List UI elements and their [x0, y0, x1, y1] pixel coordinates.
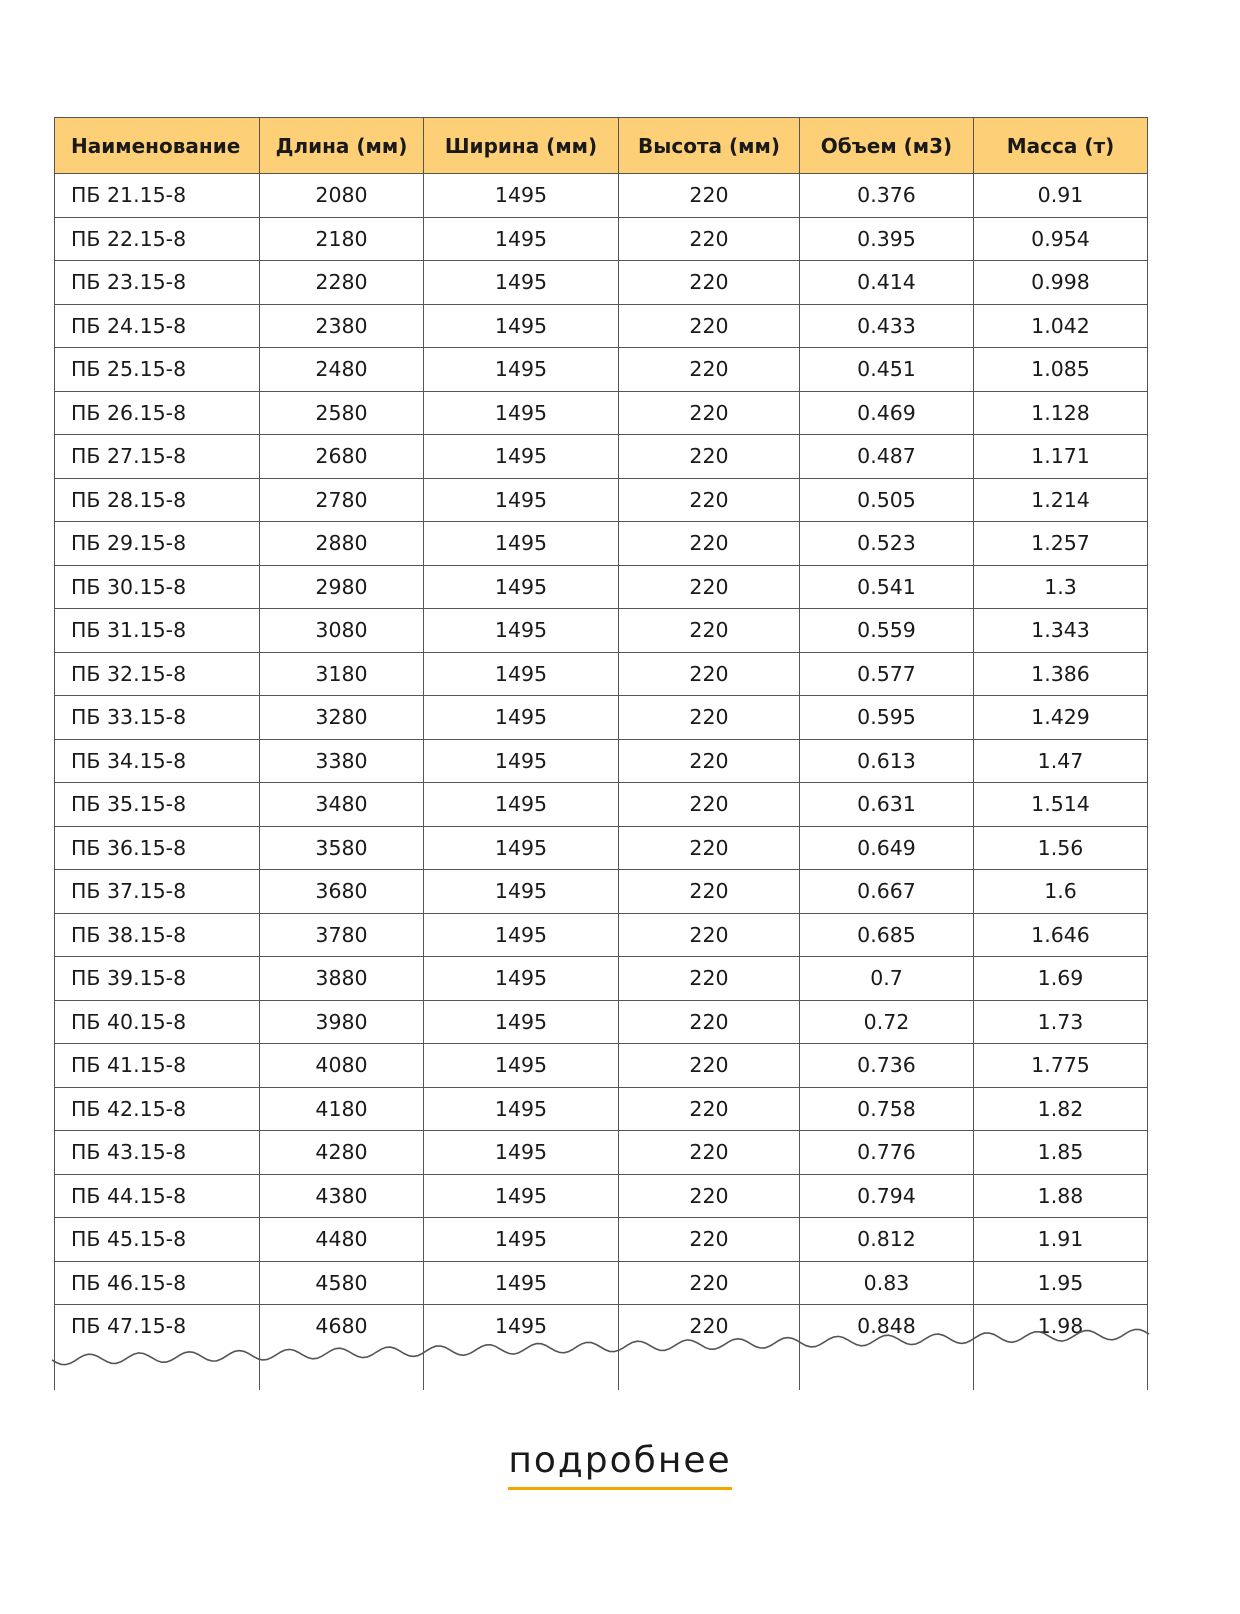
cell-mass: 1.73: [974, 1000, 1148, 1044]
cell-length: 3580: [260, 826, 424, 870]
cell-volume: 0.776: [800, 1131, 974, 1175]
cell-volume: 0.487: [800, 435, 974, 479]
cell-height: 220: [619, 1000, 800, 1044]
cell-name: ПБ 36.15-8: [55, 826, 260, 870]
more-details-link[interactable]: подробнее: [508, 1440, 731, 1490]
cell-volume: 0.541: [800, 565, 974, 609]
cell-volume: 0.685: [800, 913, 974, 957]
cell-name: ПБ 29.15-8: [55, 522, 260, 566]
cell-width: 1495: [424, 304, 619, 348]
cell-width: 1495: [424, 1044, 619, 1088]
cell-volume: 0.812: [800, 1218, 974, 1262]
cell-width: 1495: [424, 913, 619, 957]
cell-volume: 0.7: [800, 957, 974, 1001]
cell-length: 2680: [260, 435, 424, 479]
cell-mass: 1.88: [974, 1174, 1148, 1218]
cell-mass: 1.82: [974, 1087, 1148, 1131]
table-row: [55, 217, 1148, 261]
cell-volume: 0.649: [800, 826, 974, 870]
cell-width: 1495: [424, 565, 619, 609]
table-row: [55, 696, 1148, 740]
table-row: [55, 435, 1148, 479]
table-row: [55, 913, 1148, 957]
cell-mass: 1.429: [974, 696, 1148, 740]
cell-volume: 0.848: [800, 1305, 974, 1390]
cell-height: 220: [619, 1131, 800, 1175]
cell-name: ПБ 45.15-8: [55, 1218, 260, 1262]
cell-name: ПБ 47.15-8: [55, 1305, 260, 1390]
table-row: [55, 1131, 1148, 1175]
table-row: [55, 1218, 1148, 1262]
cell-volume: 0.72: [800, 1000, 974, 1044]
cell-name: ПБ 32.15-8: [55, 652, 260, 696]
cell-name: ПБ 44.15-8: [55, 1174, 260, 1218]
cell-name: ПБ 41.15-8: [55, 1044, 260, 1088]
table-row: [55, 1174, 1148, 1218]
cell-width: 1495: [424, 217, 619, 261]
spec-table: [54, 117, 1148, 1390]
cell-height: 220: [619, 261, 800, 305]
cell-height: 220: [619, 174, 800, 218]
cell-volume: 0.667: [800, 870, 974, 914]
cell-length: 2180: [260, 217, 424, 261]
cell-height: 220: [619, 739, 800, 783]
cell-width: 1495: [424, 391, 619, 435]
table-row: [55, 304, 1148, 348]
cell-height: 220: [619, 217, 800, 261]
cell-mass: 1.128: [974, 391, 1148, 435]
cell-mass: 1.98: [974, 1305, 1148, 1390]
cell-mass: 1.386: [974, 652, 1148, 696]
table-row: [55, 1261, 1148, 1305]
cell-mass: 1.6: [974, 870, 1148, 914]
cell-name: ПБ 46.15-8: [55, 1261, 260, 1305]
header-mass: Масса (т): [974, 118, 1148, 174]
cell-height: 220: [619, 1174, 800, 1218]
cell-height: 220: [619, 304, 800, 348]
cell-volume: 0.469: [800, 391, 974, 435]
cell-height: 220: [619, 652, 800, 696]
cell-height: 220: [619, 1305, 800, 1390]
cell-mass: 0.91: [974, 174, 1148, 218]
table-row: [55, 174, 1148, 218]
table-row: [55, 1044, 1148, 1088]
cell-length: 2080: [260, 174, 424, 218]
cell-volume: 0.451: [800, 348, 974, 392]
cell-length: 3780: [260, 913, 424, 957]
cell-volume: 0.433: [800, 304, 974, 348]
cell-width: 1495: [424, 870, 619, 914]
cell-name: ПБ 22.15-8: [55, 217, 260, 261]
cell-volume: 0.631: [800, 783, 974, 827]
cell-name: ПБ 31.15-8: [55, 609, 260, 653]
cell-mass: 0.954: [974, 217, 1148, 261]
cell-length: 4480: [260, 1218, 424, 1262]
cell-name: ПБ 28.15-8: [55, 478, 260, 522]
header-name: Наименование: [55, 118, 260, 174]
header-volume: Объем (м3): [800, 118, 974, 174]
cell-volume: 0.613: [800, 739, 974, 783]
table-row: [55, 1087, 1148, 1131]
cell-width: 1495: [424, 1305, 619, 1390]
cell-mass: 1.646: [974, 913, 1148, 957]
cell-mass: 1.042: [974, 304, 1148, 348]
cell-height: 220: [619, 1261, 800, 1305]
cell-height: 220: [619, 391, 800, 435]
cell-width: 1495: [424, 1174, 619, 1218]
cell-name: ПБ 39.15-8: [55, 957, 260, 1001]
cell-mass: 1.95: [974, 1261, 1148, 1305]
cell-length: 3180: [260, 652, 424, 696]
table-row: [55, 652, 1148, 696]
table-row: [55, 739, 1148, 783]
cell-length: 2480: [260, 348, 424, 392]
cell-name: ПБ 43.15-8: [55, 1131, 260, 1175]
cell-width: 1495: [424, 1261, 619, 1305]
cell-length: 4180: [260, 1087, 424, 1131]
cell-volume: 0.758: [800, 1087, 974, 1131]
cell-length: 4580: [260, 1261, 424, 1305]
header-height: Высота (мм): [619, 118, 800, 174]
cell-name: ПБ 33.15-8: [55, 696, 260, 740]
cell-volume: 0.595: [800, 696, 974, 740]
cell-volume: 0.83: [800, 1261, 974, 1305]
cell-width: 1495: [424, 957, 619, 1001]
cell-name: ПБ 24.15-8: [55, 304, 260, 348]
cell-volume: 0.559: [800, 609, 974, 653]
cell-length: 2780: [260, 478, 424, 522]
cell-mass: 1.69: [974, 957, 1148, 1001]
cell-mass: 1.85: [974, 1131, 1148, 1175]
table-header-row: [55, 118, 1148, 174]
cell-mass: 1.214: [974, 478, 1148, 522]
cell-height: 220: [619, 565, 800, 609]
cell-height: 220: [619, 609, 800, 653]
cell-width: 1495: [424, 739, 619, 783]
table-row: [55, 826, 1148, 870]
cell-length: 3280: [260, 696, 424, 740]
cell-volume: 0.505: [800, 478, 974, 522]
cell-name: ПБ 30.15-8: [55, 565, 260, 609]
cell-width: 1495: [424, 478, 619, 522]
table-row: [55, 391, 1148, 435]
cell-height: 220: [619, 826, 800, 870]
cell-mass: 1.56: [974, 826, 1148, 870]
more-link-container: [0, 1440, 1240, 1490]
cell-name: ПБ 40.15-8: [55, 1000, 260, 1044]
table-row: [55, 478, 1148, 522]
cell-volume: 0.395: [800, 217, 974, 261]
cell-length: 3380: [260, 739, 424, 783]
cell-name: ПБ 35.15-8: [55, 783, 260, 827]
cell-volume: 0.794: [800, 1174, 974, 1218]
cell-mass: 1.514: [974, 783, 1148, 827]
table-row: [55, 261, 1148, 305]
cell-width: 1495: [424, 783, 619, 827]
cell-length: 3080: [260, 609, 424, 653]
table-row: [55, 870, 1148, 914]
cell-height: 220: [619, 1218, 800, 1262]
cell-length: 3880: [260, 957, 424, 1001]
cell-height: 220: [619, 696, 800, 740]
table-row: [55, 609, 1148, 653]
cell-mass: 1.257: [974, 522, 1148, 566]
header-width: Ширина (мм): [424, 118, 619, 174]
cell-mass: 1.47: [974, 739, 1148, 783]
spec-table-container: [54, 117, 1147, 1390]
cell-width: 1495: [424, 1000, 619, 1044]
cell-length: 2580: [260, 391, 424, 435]
cell-length: 2880: [260, 522, 424, 566]
cell-width: 1495: [424, 522, 619, 566]
table-row: [55, 522, 1148, 566]
cell-width: 1495: [424, 435, 619, 479]
cell-height: 220: [619, 478, 800, 522]
cell-width: 1495: [424, 1131, 619, 1175]
cell-height: 220: [619, 870, 800, 914]
torn-edge-wave: [52, 1330, 1149, 1374]
cell-width: 1495: [424, 696, 619, 740]
cell-width: 1495: [424, 1218, 619, 1262]
table-row: [55, 783, 1148, 827]
cell-volume: 0.736: [800, 1044, 974, 1088]
cell-name: ПБ 21.15-8: [55, 174, 260, 218]
cell-length: 3680: [260, 870, 424, 914]
cell-mass: 1.3: [974, 565, 1148, 609]
table-row: [55, 348, 1148, 392]
table-row: [55, 957, 1148, 1001]
cell-mass: 1.171: [974, 435, 1148, 479]
cell-length: 4080: [260, 1044, 424, 1088]
cell-height: 220: [619, 348, 800, 392]
cell-height: 220: [619, 522, 800, 566]
cell-mass: 1.085: [974, 348, 1148, 392]
cell-name: ПБ 23.15-8: [55, 261, 260, 305]
cell-name: ПБ 27.15-8: [55, 435, 260, 479]
cell-name: ПБ 25.15-8: [55, 348, 260, 392]
cell-length: 2280: [260, 261, 424, 305]
cell-width: 1495: [424, 174, 619, 218]
header-length: Длина (мм): [260, 118, 424, 174]
cell-volume: 0.376: [800, 174, 974, 218]
cell-length: 2380: [260, 304, 424, 348]
cell-name: ПБ 38.15-8: [55, 913, 260, 957]
cell-mass: 0.998: [974, 261, 1148, 305]
cell-width: 1495: [424, 1087, 619, 1131]
cell-volume: 0.523: [800, 522, 974, 566]
cell-length: 4280: [260, 1131, 424, 1175]
cell-width: 1495: [424, 261, 619, 305]
table-body: [55, 174, 1148, 1390]
cell-length: 3980: [260, 1000, 424, 1044]
cell-width: 1495: [424, 348, 619, 392]
cell-volume: 0.414: [800, 261, 974, 305]
cell-length: 4680: [260, 1305, 424, 1390]
cell-height: 220: [619, 1087, 800, 1131]
cell-length: 3480: [260, 783, 424, 827]
cell-height: 220: [619, 435, 800, 479]
cell-length: 2980: [260, 565, 424, 609]
cell-width: 1495: [424, 609, 619, 653]
cell-mass: 1.775: [974, 1044, 1148, 1088]
cell-height: 220: [619, 1044, 800, 1088]
cell-mass: 1.91: [974, 1218, 1148, 1262]
cell-mass: 1.343: [974, 609, 1148, 653]
cell-name: ПБ 42.15-8: [55, 1087, 260, 1131]
table-row: [55, 565, 1148, 609]
cell-name: ПБ 34.15-8: [55, 739, 260, 783]
cell-width: 1495: [424, 826, 619, 870]
cell-length: 4380: [260, 1174, 424, 1218]
cell-name: ПБ 26.15-8: [55, 391, 260, 435]
cell-height: 220: [619, 913, 800, 957]
table-row: [55, 1000, 1148, 1044]
cell-volume: 0.577: [800, 652, 974, 696]
cell-name: ПБ 37.15-8: [55, 870, 260, 914]
cell-height: 220: [619, 957, 800, 1001]
cell-height: 220: [619, 783, 800, 827]
cell-width: 1495: [424, 652, 619, 696]
